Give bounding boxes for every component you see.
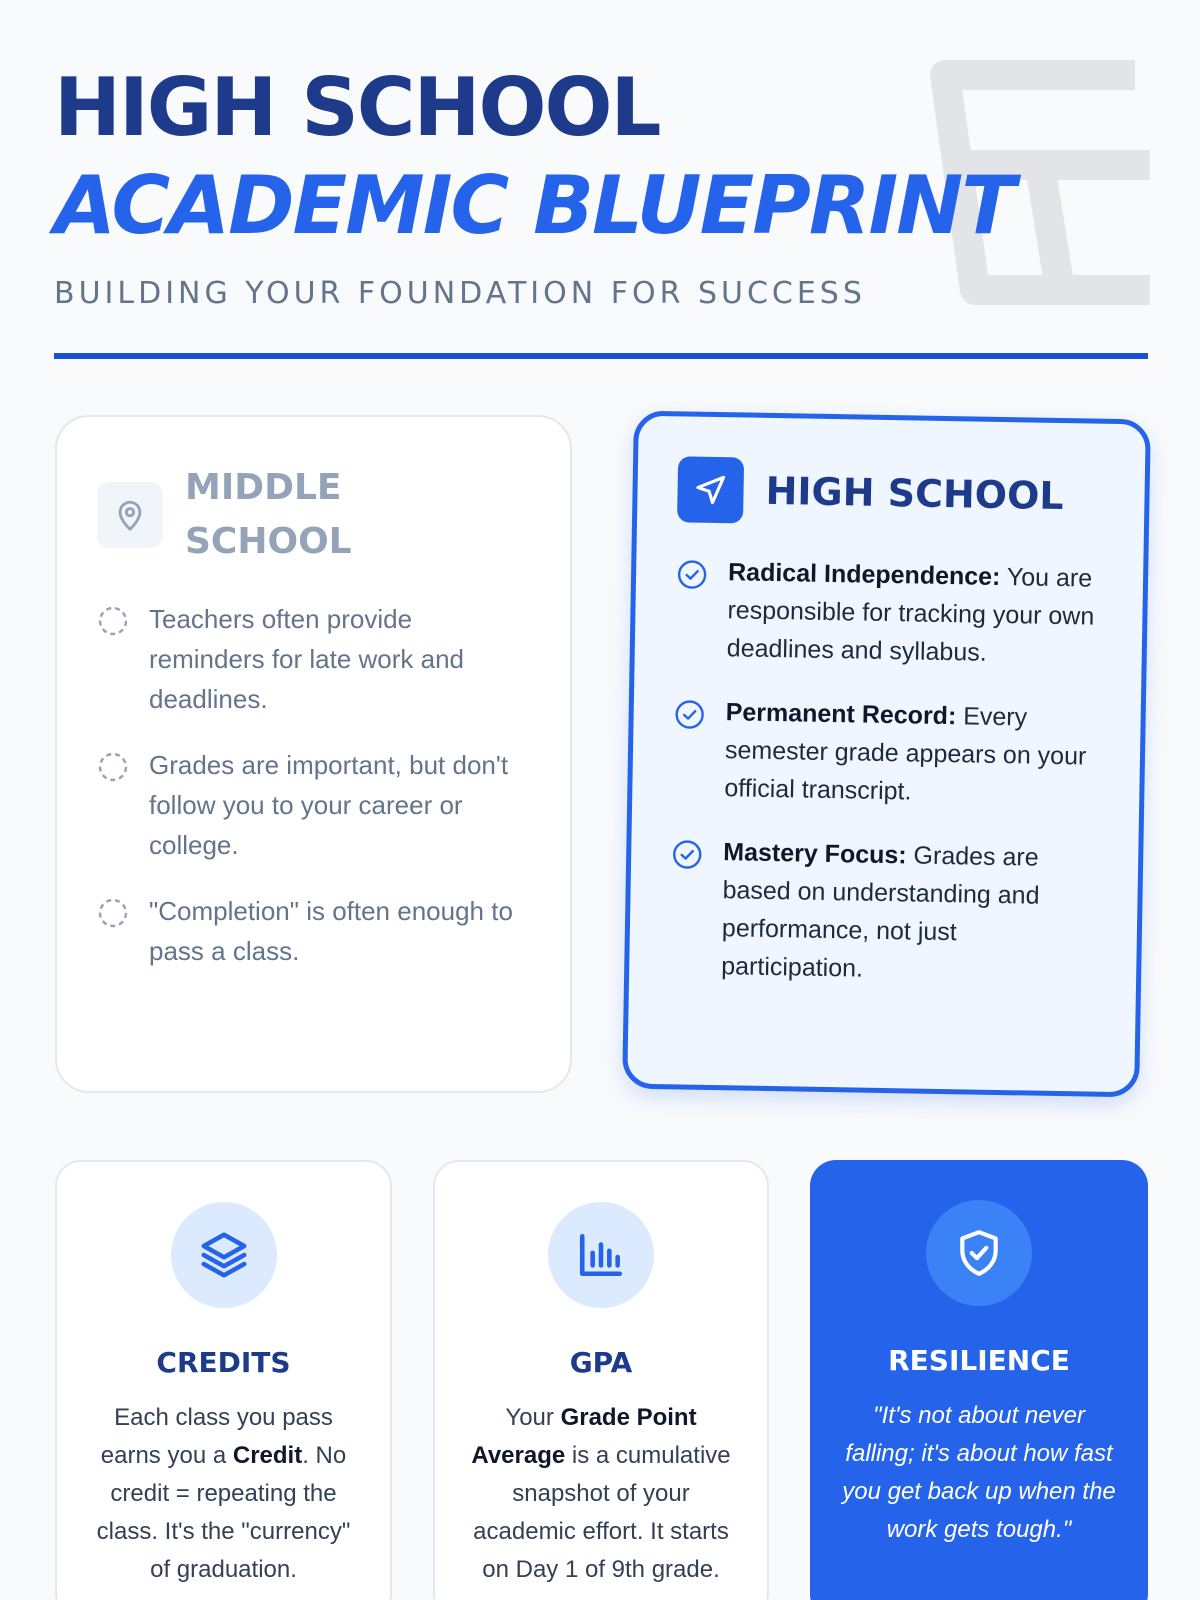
list-item-text (724, 693, 1101, 814)
middle-school-card (55, 415, 572, 1093)
shield-check-icon (926, 1200, 1032, 1306)
check-circle-icon (673, 698, 706, 731)
header-divider (54, 353, 1148, 359)
list-item-text: "Completion" is often enough to pass a class. (149, 896, 513, 966)
credits-text-bold: Credit (232, 1442, 303, 1469)
list-item-text (721, 833, 1099, 992)
bar-chart-icon (548, 1202, 654, 1308)
item-label: Radical Independence: (727, 558, 1001, 591)
gpa-tile (433, 1160, 769, 1600)
title-line-1: HIGH SCHOOL (54, 61, 660, 154)
page-header (54, 60, 1148, 311)
credits-tile (55, 1160, 392, 1600)
middle-school-title: MIDDLE SCHOOL (185, 467, 352, 562)
item-text: You are responsible for tracking your own deadlines and syllabus. (726, 562, 1095, 667)
high-school-card (622, 411, 1151, 1098)
list-item-text: Teachers often provide reminders for late work and deadlines. (149, 604, 465, 714)
list-item (97, 745, 530, 865)
gpa-title: GPA (569, 1346, 633, 1379)
map-pin-icon (97, 482, 163, 548)
list-item (674, 552, 1103, 673)
send-icon (677, 456, 744, 523)
high-school-title: HIGH SCHOOL (765, 468, 1064, 519)
list-item (97, 599, 530, 719)
middle-school-header (97, 461, 530, 569)
item-label: Permanent Record: (725, 698, 957, 731)
dashed-circle-icon (97, 751, 129, 783)
subtitle: BUILDING YOUR FOUNDATION FOR SUCCESS (54, 276, 866, 311)
gpa-text (466, 1399, 736, 1589)
credits-text (89, 1399, 359, 1589)
item-text: Grades are based on understanding and performance, not just participation. (721, 841, 1040, 983)
resilience-title: RESILIENCE (888, 1344, 1070, 1377)
list-item (672, 692, 1101, 813)
item-label: Mastery Focus: (723, 838, 907, 870)
gpa-text-bold: Grade Point Average (471, 1404, 697, 1469)
list-item (669, 832, 1099, 991)
resilience-tile (810, 1160, 1148, 1600)
credits-text-part: Each class you pass earns you a (100, 1404, 333, 1469)
gpa-text-part: Your (505, 1404, 561, 1431)
list-item-text (726, 553, 1103, 674)
gpa-text-part: is a cumulative snapshot of your academic effort. It starts on Day 1 of 9th grade. (473, 1442, 731, 1583)
title-line-2: ACADEMIC BLUEPRINT (54, 159, 1014, 252)
item-text: Every semester grade appears on your official transcript. (724, 702, 1087, 806)
dashed-circle-icon (97, 897, 129, 929)
resilience-quote: "It's not about never falling; it's about how fast you get back up when the work gets tough." (842, 1402, 1116, 1543)
list-item (97, 891, 530, 971)
check-circle-icon (676, 558, 709, 591)
layers-icon (171, 1202, 277, 1308)
high-school-header (677, 456, 1105, 529)
dashed-circle-icon (97, 605, 129, 637)
credits-text-part: . No credit = repeating the class. It's the "currency" of graduation. (96, 1442, 351, 1583)
credits-title: CREDITS (156, 1346, 291, 1379)
list-item-text: Grades are important, but don't follow you to your career or college. (149, 750, 509, 860)
check-circle-icon (671, 838, 704, 871)
